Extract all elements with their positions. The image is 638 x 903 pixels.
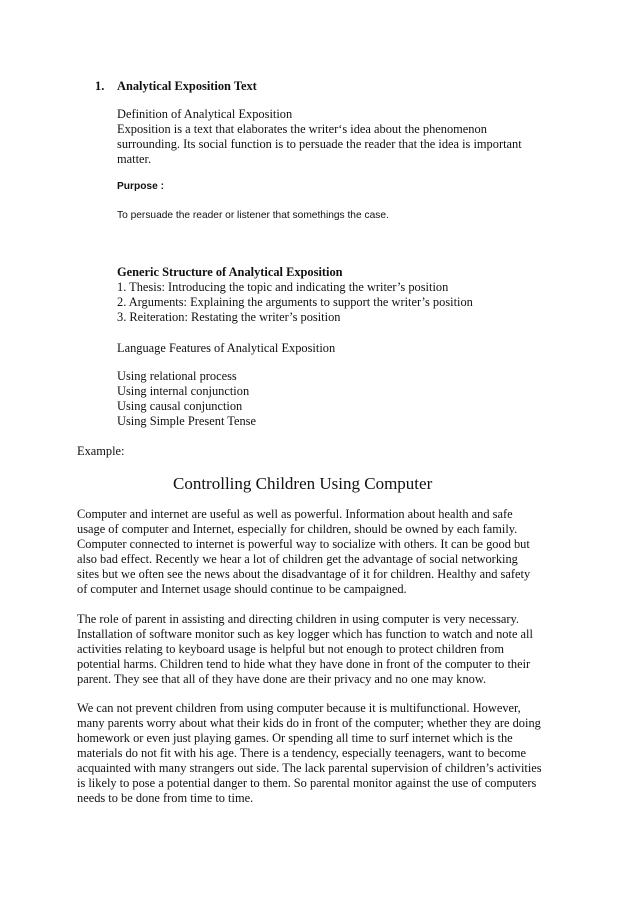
paragraph-line: is likely to pose a potential danger to them. So parental monitor against the use of computers — [77, 776, 537, 790]
paragraph-line: Computer and internet are useful as well as powerful. Information about health and safe — [77, 507, 513, 521]
section-number: 1. — [95, 79, 105, 93]
paragraph-line: sites but we often see the news about the disadvantage of it for children. Healthy and safety — [77, 567, 531, 581]
example-paragraph-1 — [77, 507, 530, 597]
paragraph-line: Computer connected to internet is powerful way to socialize with others. It can be good but — [77, 537, 530, 551]
example-paragraph-2 — [77, 612, 533, 687]
definition-line: Exposition is a text that elaborates the writer‘s idea about the phenomenon — [117, 122, 487, 136]
definition-line: surrounding. Its social function is to persuade the reader that the idea is important — [117, 137, 522, 151]
structure-title: Generic Structure of Analytical Exposition — [117, 265, 343, 279]
paragraph-line: We can not prevent children from using computer because it is multifunctional. However, — [77, 701, 521, 715]
feature-item: Using relational process — [117, 369, 237, 383]
example-label: Example: — [77, 444, 125, 458]
structure-item: 2. Arguments: Explaining the arguments to support the writer’s position — [117, 295, 473, 309]
paragraph-line: needs to be done from time to time. — [77, 791, 254, 805]
paragraph-line: homework or even just playing games. Or spending all time to surf internet which is the — [77, 731, 513, 745]
paragraph-line: acquainted with many strangers out side. The lack parental supervision of children’s activities — [77, 761, 542, 775]
feature-item: Using Simple Present Tense — [117, 414, 256, 428]
paragraph-line: usage of computer and Internet, especially for children, should be owned by each family. — [77, 522, 518, 536]
definition-title: Definition of Analytical Exposition — [117, 107, 293, 121]
structure-item: 3. Reiteration: Restating the writer’s position — [117, 310, 341, 324]
paragraph-line: parent. They see that all of they have done are their privacy and no one may know. — [77, 672, 487, 686]
example-title: Controlling Children Using Computer — [173, 474, 433, 493]
paragraph-line: Installation of software monitor such as key logger which has function to watch and note all — [77, 627, 533, 641]
paragraph-line: many parents worry about what their kids do in front of the computer; whether they are doing — [77, 716, 541, 730]
paragraph-line: The role of parent in assisting and directing children in using computer is very necessary. — [77, 612, 520, 626]
paragraph-line: potential harms. Children tend to hide what they have done in front of the computer to their — [77, 657, 531, 671]
definition-block — [117, 107, 522, 167]
paragraph-line: materials do not fit with his age. There is a tendency, especially teenagers, want to become — [77, 746, 527, 760]
purpose-label: Purpose : — [117, 181, 164, 192]
structure-item: 1. Thesis: Introducing the topic and indicating the writer’s position — [117, 280, 449, 294]
paragraph-line: also bad effect. Recently we hear a lot of children get the advantage of social networking — [77, 552, 518, 566]
features-title: Language Features of Analytical Exposition — [117, 341, 336, 355]
definition-line: matter. — [117, 152, 152, 166]
feature-item: Using causal conjunction — [117, 399, 243, 413]
paragraph-line: activities relating to keyboard usage is helpful but not enough to protect children from — [77, 642, 505, 656]
feature-item: Using internal conjunction — [117, 384, 250, 398]
purpose-text: To persuade the reader or listener that somethings the case. — [117, 210, 389, 221]
paragraph-line: of computer and Internet usage should continue to be campaigned. — [77, 582, 407, 596]
structure-block — [117, 265, 473, 325]
example-paragraph-3 — [77, 701, 542, 806]
features-list — [117, 369, 256, 429]
section-heading: Analytical Exposition Text — [117, 79, 257, 93]
